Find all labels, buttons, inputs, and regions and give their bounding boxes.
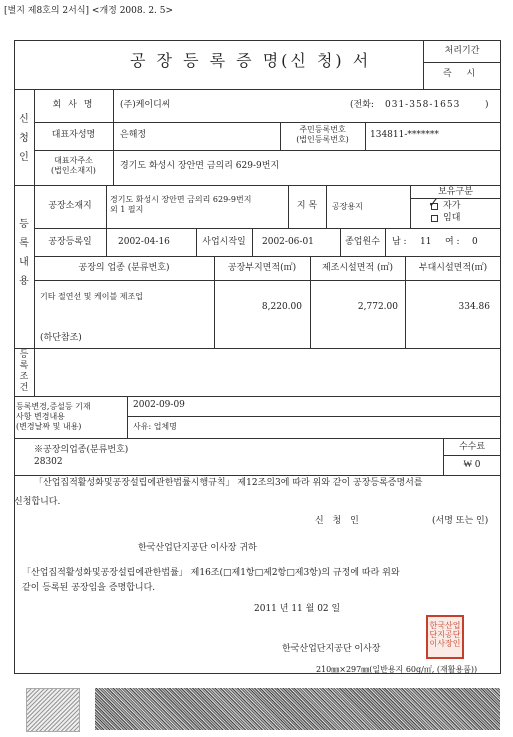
processing-period-value: 즉 시 [442, 69, 482, 79]
representative-label: 대표자성명 [51, 130, 96, 140]
aux-area-value: 334.86 [458, 302, 490, 312]
applicant-sign-label: 신 청 인 [315, 516, 362, 526]
address-value: 경기도 화성시 장안면 금의리 629-9번지 [120, 161, 280, 171]
security-barcode-image [95, 688, 500, 730]
issue-date: 2011 년 11 월 02 일 [254, 604, 341, 614]
industry-value: 기타 절연선 및 케이블 제조업 [40, 292, 143, 301]
reg-date-label: 공장등록일 [48, 237, 92, 247]
changes-label-1: 등록변경,증설등 기재 [16, 402, 91, 411]
registration-section-label: 등 록 내 용 [19, 219, 29, 287]
factory-location-label: 공장소재지 [48, 201, 92, 211]
change-reason-value: 사유: 업체명 [133, 422, 177, 431]
ownership-lease-checkbox[interactable] [431, 215, 438, 222]
regno-value: 134811-******* [370, 130, 439, 140]
male-value: 11 [420, 237, 432, 247]
phone-close: ) [485, 100, 489, 110]
ownership-lease-label: 임대 [443, 213, 461, 223]
jimok-label: 지 목 [296, 201, 318, 211]
regno-label-1: 주민등록번호 [299, 125, 346, 134]
female-label: 여 : [445, 237, 460, 247]
start-date-value: 2002-06-01 [262, 237, 314, 247]
industry-note: (하단참조) [40, 333, 82, 343]
company-name-value: (주)케이디씨 [120, 100, 171, 110]
representative-value: 은해정 [120, 130, 147, 140]
request-sentence-2: 신청합니다. [14, 497, 61, 507]
page-title: 공 장 등 록 증 명(신 청) 서 [130, 51, 372, 70]
addressee: 한국산업단지공단 이사장 귀하 [138, 543, 257, 553]
changes-label-2: 사항 변경내용 [16, 412, 65, 421]
start-date-label: 사업시작일 [202, 237, 246, 247]
qr-code-image [26, 688, 80, 732]
site-area-header: 공장부지면적(㎡) [227, 263, 297, 273]
factory-location-value-2: 외 1 필지 [110, 205, 144, 214]
factory-location-value-1: 경기도 화성시 장안면 금의리 629-9번지 [110, 195, 252, 204]
jimok-value: 공장용지 [332, 202, 363, 211]
address-label-2: (법인소재지) [51, 166, 96, 175]
issuer: 한국산업단지공단 이사장 [282, 644, 381, 654]
change-date-value: 2002-09-09 [133, 400, 185, 410]
phone-value: 031-358-1653 [385, 100, 461, 110]
paper-spec: 210㎜×297㎜(일반용지 60g/㎡, (재활용품)) [316, 665, 478, 674]
industry-header: 공장의 업종 (분류번호) [78, 263, 170, 273]
mfg-area-header: 제조시설면적 (㎡) [321, 263, 394, 273]
company-name-label: 회 사 명 [52, 100, 95, 110]
aux-area-header: 부대시설면적(㎡) [418, 263, 488, 273]
reg-date-value: 2002-04-16 [118, 237, 170, 247]
site-area-value: 8,220.00 [261, 302, 302, 312]
phone-label: (전화: [350, 100, 374, 110]
address-label-1: 대표자주소 [54, 156, 93, 165]
fee-value: ₩ 0 [463, 460, 481, 470]
applicant-section-label: 신 청 인 [19, 114, 29, 163]
changes-label-3: (변경날짜 및 내용) [16, 422, 82, 431]
checkmark-icon: ✓ [428, 196, 439, 211]
request-sentence-1: 「산업집적활성화및공장설립에관한법률시행규칙」 제12조의3에 따라 위와 같이 공장등록증명서를 [34, 478, 423, 488]
certify-sentence-1: 「산업집적활성화및공장설립에관한법률」 제16조(□제1항□제2항□제3항)의 규정에 따라 위와 [22, 568, 400, 578]
official-seal-stamp: 한국산업 단지공단 이사장인 [426, 615, 464, 659]
processing-period-label: 처리기간 [444, 46, 480, 56]
industry-code-value: 28302 [34, 457, 63, 467]
industry-code-label: ※공장의업종(분류번호) [34, 445, 129, 455]
employees-label: 종업원수 [345, 237, 380, 247]
form-number: [별지 제8호의 2서식] <개정 2008. 2. 5> [4, 6, 174, 16]
male-label: 남 : [392, 237, 407, 247]
fee-label: 수수료 [458, 442, 486, 452]
mfg-area-value: 2,772.00 [357, 302, 398, 312]
sign-note: (서명 또는 인) [432, 516, 489, 526]
female-value: 0 [472, 237, 478, 247]
regno-label-2: (법인등록번호) [296, 135, 349, 144]
ownership-own-label: 자가 [443, 201, 461, 211]
ownership-label: 보유구분 [438, 187, 473, 197]
certify-sentence-2: 같이 등록된 공장임을 증명합니다. [22, 583, 156, 593]
conditions-label: 등 록 조 건 [19, 350, 29, 393]
